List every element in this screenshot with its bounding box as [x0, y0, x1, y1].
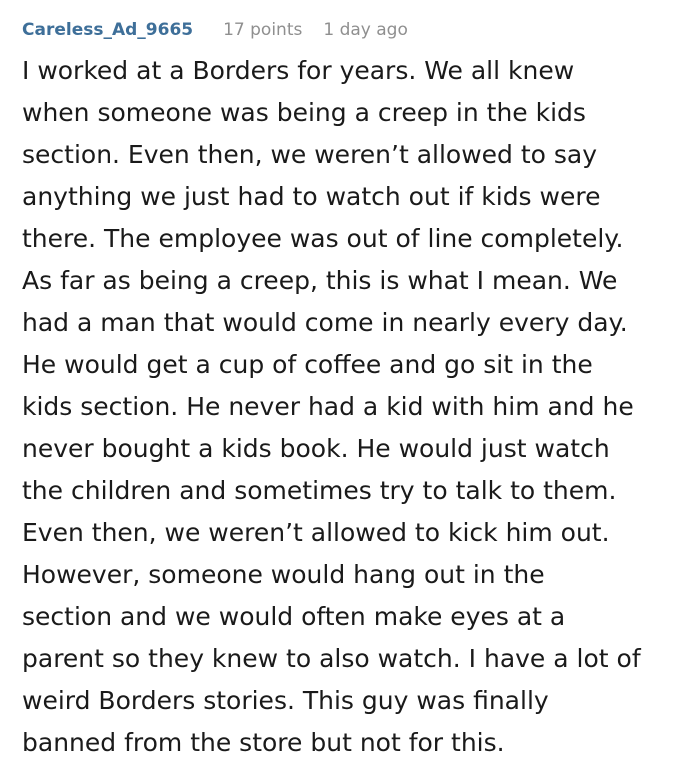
comment-line: weird Borders stories. This guy was finally: [22, 686, 549, 715]
comment-line: As far as being a creep, this is what I mean. We: [22, 266, 618, 295]
comment-body: [22, 50, 692, 764]
comment-line: I worked at a Borders for years. We all knew: [22, 56, 575, 85]
comment: [22, 14, 692, 764]
timestamp[interactable]: 1 day ago: [323, 20, 408, 40]
comment-line: kids section. He never had a kid with him and he: [22, 392, 634, 421]
comment-line: banned from the store but not for this.: [22, 728, 505, 757]
comment-line: anything we just had to watch out if kids were: [22, 182, 601, 211]
comment-line: section and we would often make eyes at a: [22, 602, 566, 631]
comment-line: He would get a cup of coffee and go sit in the: [22, 350, 593, 379]
comment-meta: [22, 14, 692, 46]
comment-line: parent so they knew to also watch. I have a lot of: [22, 644, 641, 673]
comment-line: there. The employee was out of line completely.: [22, 224, 624, 253]
comment-line: However, someone would hang out in the: [22, 560, 545, 589]
comment-line: Even then, we weren’t allowed to kick him out.: [22, 518, 610, 547]
comment-line: section. Even then, we weren’t allowed to say: [22, 140, 598, 169]
points-count: 17 points: [223, 20, 303, 40]
comment-line: never bought a kids book. He would just watch: [22, 434, 610, 463]
username-link[interactable]: Careless_Ad_9665: [22, 20, 194, 40]
comment-line: had a man that would come in nearly every day.: [22, 308, 628, 337]
comment-line: when someone was being a creep in the kids: [22, 98, 586, 127]
comment-line: the children and sometimes try to talk to them.: [22, 476, 617, 505]
